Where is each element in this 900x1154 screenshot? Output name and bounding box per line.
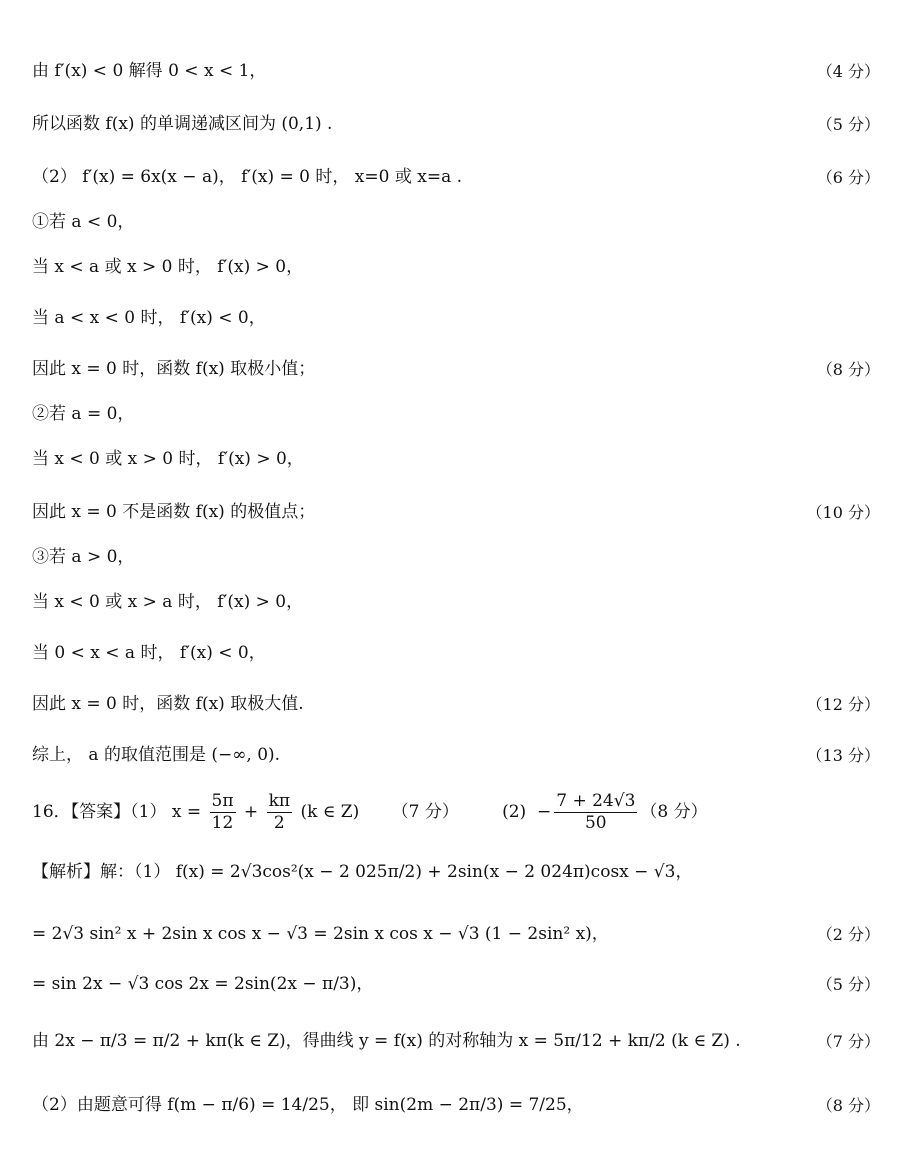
fraction-numerator: kπ xyxy=(268,790,291,811)
solution-line-7 xyxy=(32,361,880,378)
fraction xyxy=(267,790,292,833)
operator: + xyxy=(238,801,264,822)
score-mark: （5 分） xyxy=(816,114,880,134)
score-mark: （5 分） xyxy=(816,974,880,994)
fraction-numerator: 5π xyxy=(211,790,234,811)
solution-line-6 xyxy=(32,310,880,327)
analysis-line-1 xyxy=(32,864,880,881)
score-mark: （7 分） xyxy=(816,1031,880,1051)
line-text: ②若 a = 0， xyxy=(32,404,135,424)
line-text: ③若 a > 0， xyxy=(32,547,135,567)
analysis-line-3 xyxy=(32,976,880,993)
line-text: 因此 x = 0 不是函数 f(x) 的极值点； xyxy=(32,502,316,522)
score-mark: （10 分） xyxy=(806,502,880,522)
analysis-line-5 xyxy=(32,1097,880,1114)
line-text: 因此 x = 0 时，函数 f(x) 取极大值. xyxy=(32,694,304,714)
solution-line-15 xyxy=(32,747,880,764)
line-text: 【解析】解：（1） f(x) = 2√3cos²(x − 2 025π/2) + 2sin(x − 2 024π)cosx − √3， xyxy=(32,862,693,882)
line-text: ①若 a < 0， xyxy=(32,212,135,232)
solution-line-10 xyxy=(32,504,880,521)
line-text: （2）由题意可得 f(m − π/6) = 14/25， 即 sin(2m − 2π/3) = 7/25， xyxy=(32,1095,584,1115)
solution-line-12 xyxy=(32,594,880,611)
score-mark: （8 分） xyxy=(816,1095,880,1115)
solution-line-9 xyxy=(32,451,880,468)
answer-16-line xyxy=(32,790,880,834)
line-text: 因此 x = 0 时，函数 f(x) 取极小值； xyxy=(32,359,316,379)
fraction-denominator: 2 xyxy=(273,812,285,833)
fraction-denominator: 50 xyxy=(584,812,607,833)
line-text: = 2√3 sin² x + 2sin x cos x − √3 = 2sin x cos x − √3 (1 − 2sin² x)， xyxy=(32,924,609,944)
line-text: 当 x < 0 或 x > 0 时， f′(x) > 0， xyxy=(32,449,304,469)
fraction-numerator: 7 + 24√3 xyxy=(556,790,636,811)
solution-line-3 xyxy=(32,169,880,186)
fraction xyxy=(554,790,637,833)
answer-prefix: 16．【答案】（1） x = xyxy=(32,801,207,822)
line-text: 综上， a 的取值范围是 (−∞, 0). xyxy=(32,745,281,765)
analysis-line-4 xyxy=(32,1033,880,1050)
solution-line-4 xyxy=(32,214,880,231)
score-mark: （8 分） xyxy=(816,359,880,379)
answer-suffix: (k ∈ Z) （7 分） (2) − xyxy=(295,801,552,822)
score-mark: （2 分） xyxy=(816,924,880,944)
line-text: 由 2x − π/3 = π/2 + kπ(k ∈ Z)，得曲线 y = f(x) 的对称轴为 x = 5π/12 + kπ/2 (k ∈ Z) . xyxy=(32,1031,741,1051)
fraction xyxy=(210,790,236,833)
score-mark: （12 分） xyxy=(806,694,880,714)
line-text: 当 0 < x < a 时， f′(x) < 0， xyxy=(32,643,266,663)
score-mark: （4 分） xyxy=(816,61,880,81)
line-text: 当 x < 0 或 x > a 时， f′(x) > 0， xyxy=(32,592,304,612)
solution-line-2 xyxy=(32,116,880,133)
line-text: 当 a < x < 0 时， f′(x) < 0， xyxy=(32,308,266,328)
solution-line-13 xyxy=(32,645,880,662)
fraction-denominator: 12 xyxy=(211,812,234,833)
solution-line-11 xyxy=(32,549,880,566)
line-text: = sin 2x − √3 cos 2x = 2sin(2x − π/3)， xyxy=(32,974,374,994)
solution-line-8 xyxy=(32,406,880,423)
line-text: 所以函数 f(x) 的单调递减区间为 (0,1) . xyxy=(32,114,333,134)
line-text: 由 f′(x) < 0 解得 0 < x < 1， xyxy=(32,61,267,81)
score-mark: （6 分） xyxy=(816,167,880,187)
answer-tail: （8 分） xyxy=(640,801,708,822)
solution-line-5 xyxy=(32,259,880,276)
score-mark: （13 分） xyxy=(806,745,880,765)
line-text: （2） f′(x) = 6x(x − a)， f′(x) = 0 时， x=0 或 x=a . xyxy=(32,167,463,187)
analysis-line-2 xyxy=(32,926,880,943)
line-text: 当 x < a 或 x > 0 时， f′(x) > 0， xyxy=(32,257,304,277)
solution-line-14 xyxy=(32,696,880,713)
solution-line-1 xyxy=(32,63,880,80)
